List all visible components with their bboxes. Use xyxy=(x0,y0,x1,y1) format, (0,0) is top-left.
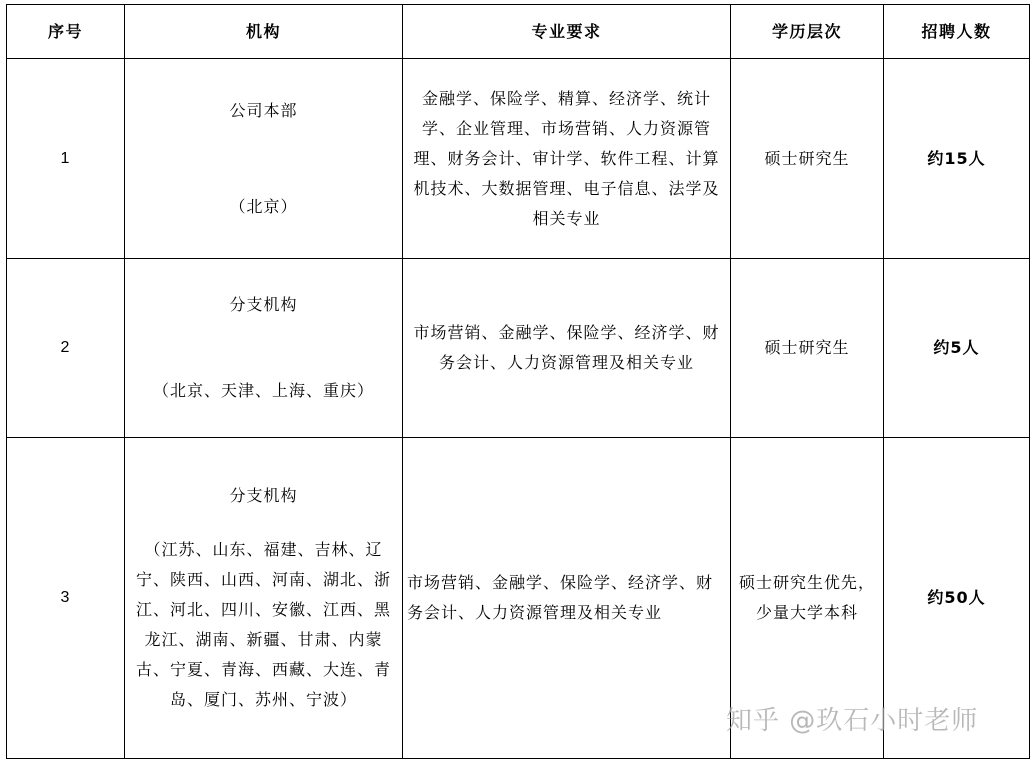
org-name: 分支机构 xyxy=(229,486,298,505)
header-education: 学历层次 xyxy=(731,5,884,59)
row-major: 市场营销、金融学、保险学、经济学、财务会计、人力资源管理及相关专业 xyxy=(403,259,731,438)
row-major: 金融学、保险学、精算、经济学、统计学、企业管理、市场营销、人力资源管理、财务会计、审计学、软件工程、计算机技术、大数据管理、电子信息、法学及相关专业 xyxy=(403,59,731,259)
row-no: 1 xyxy=(7,59,125,259)
recruitment-table xyxy=(6,4,1030,759)
header-count: 招聘人数 xyxy=(884,5,1030,59)
header-major: 专业要求 xyxy=(403,5,731,59)
row-count: 约50人 xyxy=(884,438,1030,759)
row-major: 市场营销、金融学、保险学、经济学、财务会计、人力资源管理及相关专业 xyxy=(403,438,731,759)
row-count: 约15人 xyxy=(884,59,1030,259)
header-org: 机构 xyxy=(125,5,403,59)
table-row xyxy=(7,259,1030,438)
row-education: 硕士研究生 xyxy=(731,259,884,438)
row-education: 硕士研究生 xyxy=(731,59,884,259)
row-no: 3 xyxy=(7,438,125,759)
row-org xyxy=(125,438,403,759)
row-org xyxy=(125,259,403,438)
row-education: 硕士研究生优先，少量大学本科 xyxy=(731,438,884,759)
org-location: （北京） xyxy=(229,196,298,216)
row-count: 约5人 xyxy=(884,259,1030,438)
table-row xyxy=(7,59,1030,259)
org-name: 公司本部 xyxy=(229,100,298,120)
header-row xyxy=(7,5,1030,59)
row-org xyxy=(125,59,403,259)
org-location: （江苏、山东、福建、吉林、辽宁、陕西、山西、河南、湖北、浙江、河北、四川、安徽、江西、黑龙江、湖南、新疆、甘肃、内蒙古、宁夏、青海、西藏、大连、青岛、厦门、苏州、宁波） xyxy=(135,540,391,709)
row-no: 2 xyxy=(7,259,125,438)
watermark: 知乎 @玖石小时老师 xyxy=(726,706,979,736)
org-name: 分支机构 xyxy=(229,295,298,314)
org-location: （北京、天津、上海、重庆） xyxy=(152,381,374,400)
header-no: 序号 xyxy=(7,5,125,59)
